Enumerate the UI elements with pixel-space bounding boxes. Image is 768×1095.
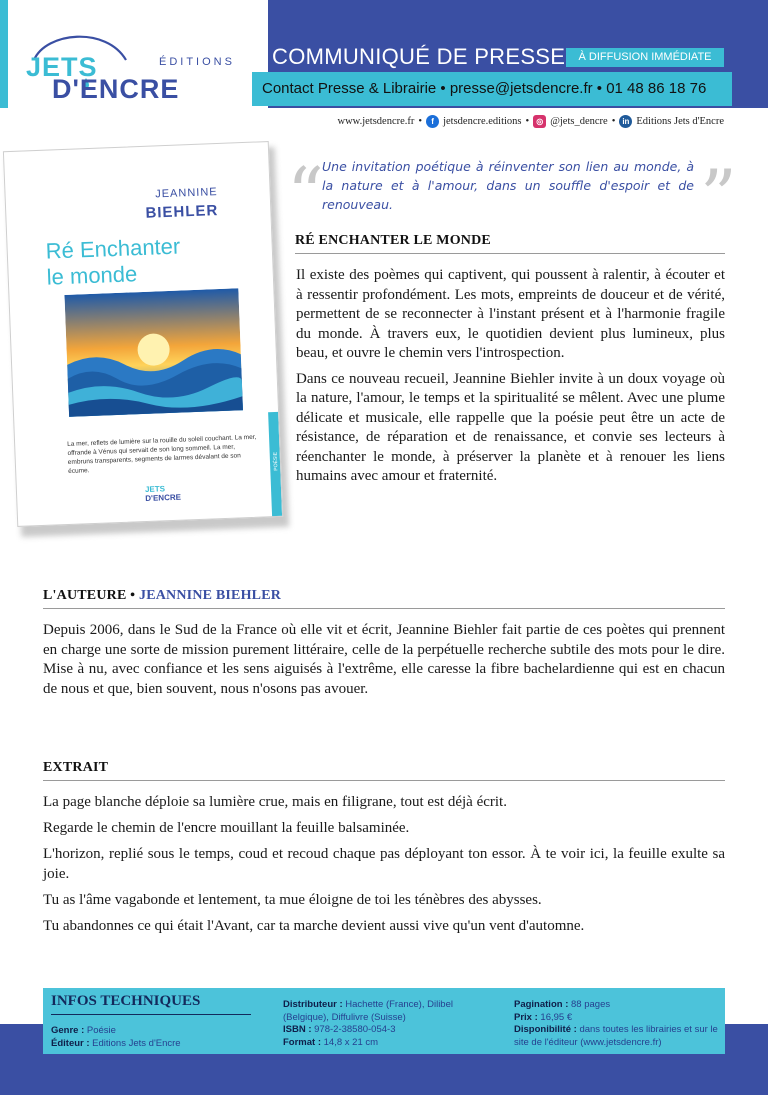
book-title-line1: Ré Enchanter (45, 233, 181, 264)
separator: • (418, 116, 423, 127)
facebook-link[interactable]: jetsdencre.editions (443, 116, 522, 127)
instagram-link[interactable]: @jets_dencre (550, 116, 608, 127)
facebook-icon[interactable]: f (426, 115, 439, 128)
availability-value: dans toutes les librairies et sur le site de l'éditeur (www.jetsdencre.fr) (514, 1024, 718, 1048)
tech-info-col1: Genre : Poésie Éditeur : Editions Jets d'Encre (51, 1025, 181, 1049)
publisher-value: Editions Jets d'Encre (92, 1037, 181, 1049)
extract-line: La page blanche déploie sa lumière crue, mais en filigrane, tout est déjà écrit. (43, 794, 507, 810)
section-title-extract: EXTRAIT (43, 760, 109, 775)
genre-value: Poésie (86, 1025, 116, 1036)
separator: • (611, 116, 616, 127)
pull-quote: Une invitation poétique à réinventer son lien au monde, à la nature et à l'amour, dans un souffle d'espoir et de renouveau. (322, 159, 694, 212)
book-title-line2: le monde (46, 261, 138, 290)
book-back-blurb: La mer, reflets de lumière sur la rouille du soleil couchant. La mer, offrande à Vénus qui servait de son long sommeil. La mer, embruns transparents, segments de larmes dévalant de son écume. (67, 433, 257, 475)
section-title-book: RÉ ENCHANTER LE MONDE (295, 233, 491, 248)
quote-open-icon: “ (287, 152, 324, 236)
linkedin-link[interactable]: Editions Jets d'Encre (636, 116, 724, 127)
book-publisher-logo: JETS D'ENCRE (144, 484, 182, 504)
linkedin-icon[interactable]: in (619, 115, 632, 128)
author-name: JEANNINE BIEHLER (139, 588, 282, 603)
logo-dencre-text: D'ENCRE (52, 74, 180, 104)
tech-info-title: INFOS TECHNIQUES (51, 993, 201, 1009)
extract-line: Tu abandonnes ce qui était l'Avant, car ta marche devient aussi vive qu'un vent d'automne. (43, 918, 585, 934)
extract-line: L'horizon, replié sous le temps, coud et recoud chaque pas déployant ton essor. À te voir ici, la feuille exulte sa joie. (43, 846, 725, 882)
extract-text (43, 792, 725, 942)
immediate-release-badge: À DIFFUSION IMMÉDIATE (566, 48, 724, 67)
press-release-title: COMMUNIQUÉ DE PRESSE (272, 44, 566, 69)
isbn-value: 978-2-38580-054-3 (314, 1024, 396, 1035)
pagination-value: 88 pages (571, 999, 611, 1010)
separator: • (525, 116, 530, 127)
section-divider (43, 608, 725, 609)
tech-info-col3: Pagination : 88 pages Prix : 16,95 € Disponibilité : dans toutes les librairies et sur le site de l'éditeur (www.jetsdencre.fr) (514, 999, 718, 1048)
format-value: 14,8 x 21 cm (323, 1036, 379, 1048)
book-cover (3, 141, 283, 527)
book-author-last: BIEHLER (145, 202, 219, 222)
section-title-author (43, 588, 281, 604)
contact-bar-end (732, 72, 768, 106)
logo-editions-text: ÉDITIONS (159, 56, 235, 68)
section-divider (43, 780, 725, 781)
price-value: 16,95 € (540, 1011, 573, 1023)
book-genre-label: POÉSIE (272, 451, 280, 471)
tech-info-col2: Distributeur : Hachette (France), Dilibel (Belgique), Diffulivre (Suisse) ISBN : 978-2-38580-054-3 Format : 14,8 x 21 cm (283, 999, 453, 1048)
website-link[interactable]: www.jetsdencre.fr (337, 116, 415, 127)
description-paragraph: Dans ce nouveau recueil, Jeannine Biehler invite à un doux voyage où la nature, l'amour, le temps et la spiritualité se mêlent. Avec une plume délicate et musicale, elle rappelle que la poésie peut être un acte de résistance, de réparation et de renaissance, et convie ses lecteurs à réenchanter le monde, à préserver la planète et à renouer les liens humains avec amour et fraternité. (296, 370, 725, 484)
publisher-logo (26, 30, 246, 106)
extract-line: Regarde le chemin de l'encre mouillant la feuille balsaminée. (43, 820, 410, 836)
header-accent-bar (0, 0, 8, 108)
extract-line: Tu as l'âme vagabonde et lentement, ta mue éloigne de toi les ténèbres des abysses. (43, 892, 542, 908)
distributor-value: Hachette (France), Dilibel (Belgique), Diffulivre (Suisse) (283, 999, 453, 1023)
sunset-sea-illustration (64, 288, 243, 417)
logo-jets-text: JETS (26, 52, 98, 82)
author-bio: Depuis 2006, dans le Sud de la France où elle vit et écrit, Jeannine Biehler fait partie de ces poètes qui prennent en charge une sorte de mission purement littéraire, celle de la perpétuelle recherche subtile des mots pour le dire. Mise à nu, avec confiance et les sens aiguisés à l'extrême, elle caresse la fibre bachelardienne qui est en chacun de nous et que, bien souvent, nous n'osons pas avouer. (43, 622, 725, 697)
book-description (296, 266, 725, 493)
section-divider (295, 253, 725, 254)
book-author-first: JEANNINE (155, 186, 218, 201)
quote-close-icon: ” (700, 154, 737, 238)
author-title-prefix: L'AUTEURE • (43, 588, 136, 603)
book-title (45, 231, 247, 291)
description-paragraph: Il existe des poèmes qui captivent, qui poussent à ralentir, à écouter et à ressentir profondément. Les mots, empreints de douceur et de vérité, permettent de se reconnecter à l'instant présent et à l'harmonie fragile du monde. À travers eux, le quotidien devient plus lumineux, plus beau, et ouvre le chemin vers l'introspection. (296, 267, 725, 361)
tech-info-divider (51, 1014, 251, 1015)
instagram-icon[interactable]: ◎ (533, 115, 546, 128)
contact-info[interactable]: Contact Presse & Librairie • presse@jetsdencre.fr • 01 48 86 18 76 (262, 80, 707, 97)
social-links (338, 115, 724, 128)
